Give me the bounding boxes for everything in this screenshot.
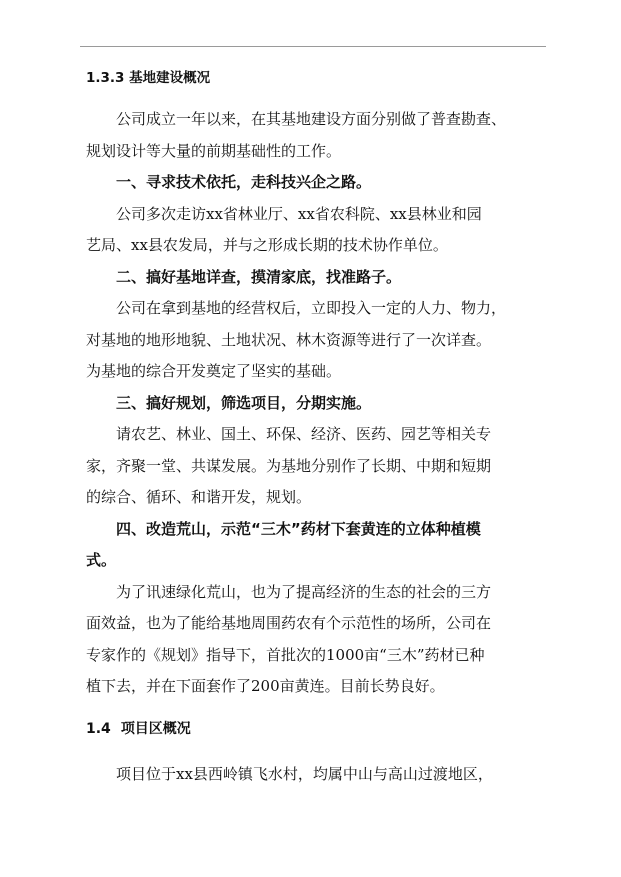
text-line: 为基地的综合开发奠定了坚实的基础。 [86,362,342,380]
heading-line: 四、改造荒山，示范“三木”药材下套黄连的立体种植模 [116,519,481,538]
text-line: 请农艺、林业、国土、环保、经济、医药、园艺等相关专 [116,425,492,443]
header-rule [80,46,546,47]
item-heading-4 [86,514,546,577]
text-line: 公司成立一年以来，在其基地建设方面分别做了普查勘查、 [116,110,507,128]
text-line: 规划设计等大量的前期基础性的工作。 [86,141,342,160]
section-number: 1.4 [86,720,111,737]
item-heading-3 [86,388,546,420]
section-title: 项目区概况 [120,720,191,737]
intro-paragraph [86,104,546,167]
text-line: 的综合、循环、和谐开发，规划。 [86,488,312,506]
heading-line: 一、寻求技术依托，走科技兴企之路。 [116,173,372,191]
heading-line: 二、搞好基地详查，摸清家底，找准路子。 [116,267,402,286]
section-heading-1-3-3: 1.3.3 基地建设概况 [86,70,211,86]
heading-line: 式。 [86,551,117,569]
heading-line: 三、搞好规划，筛选项目，分期实施。 [116,393,372,412]
text-line: 家，齐聚一堂、共谋发展。为基地分别作了长期、中期和短期 [86,456,492,475]
project-paragraph [86,759,546,791]
text-line: 为了讯速绿化荒山，也为了提高经济的生态的社会的三方 [116,582,492,601]
section-heading-1-4 [86,719,546,739]
text-line: 项目位于xx县西岭镇飞水村，均属中山与高山过渡地区， [116,764,493,783]
item-paragraph-3 [86,419,546,514]
text-line: 公司多次走访xx省林业厅、xx省农科院、xx县林业和园 [116,204,482,223]
document-page [86,60,546,790]
text-line: 对基地的地形地貌、土地状况、林木资源等进行了一次详查。 [86,330,492,349]
item-heading-1 [86,167,546,199]
text-line: 公司在拿到基地的经营权后，立即投入一定的人力、物力， [116,299,507,317]
text-line: 艺局、xx县农发局，并与之形成长期的技术协作单位。 [86,236,448,254]
text-line: 面效益，也为了能给基地周围药农有个示范性的场所，公司在 [86,614,492,632]
item-paragraph-4 [86,577,546,703]
item-paragraph-1 [86,199,546,262]
item-heading-2 [86,262,546,294]
text-line: 植下去，并在下面套作了200亩黄连。目前长势良好。 [86,677,445,695]
text-line: 专家作的《规划》指导下，首批次的1000亩“三木”药材已种 [86,645,485,664]
item-paragraph-2 [86,293,546,388]
